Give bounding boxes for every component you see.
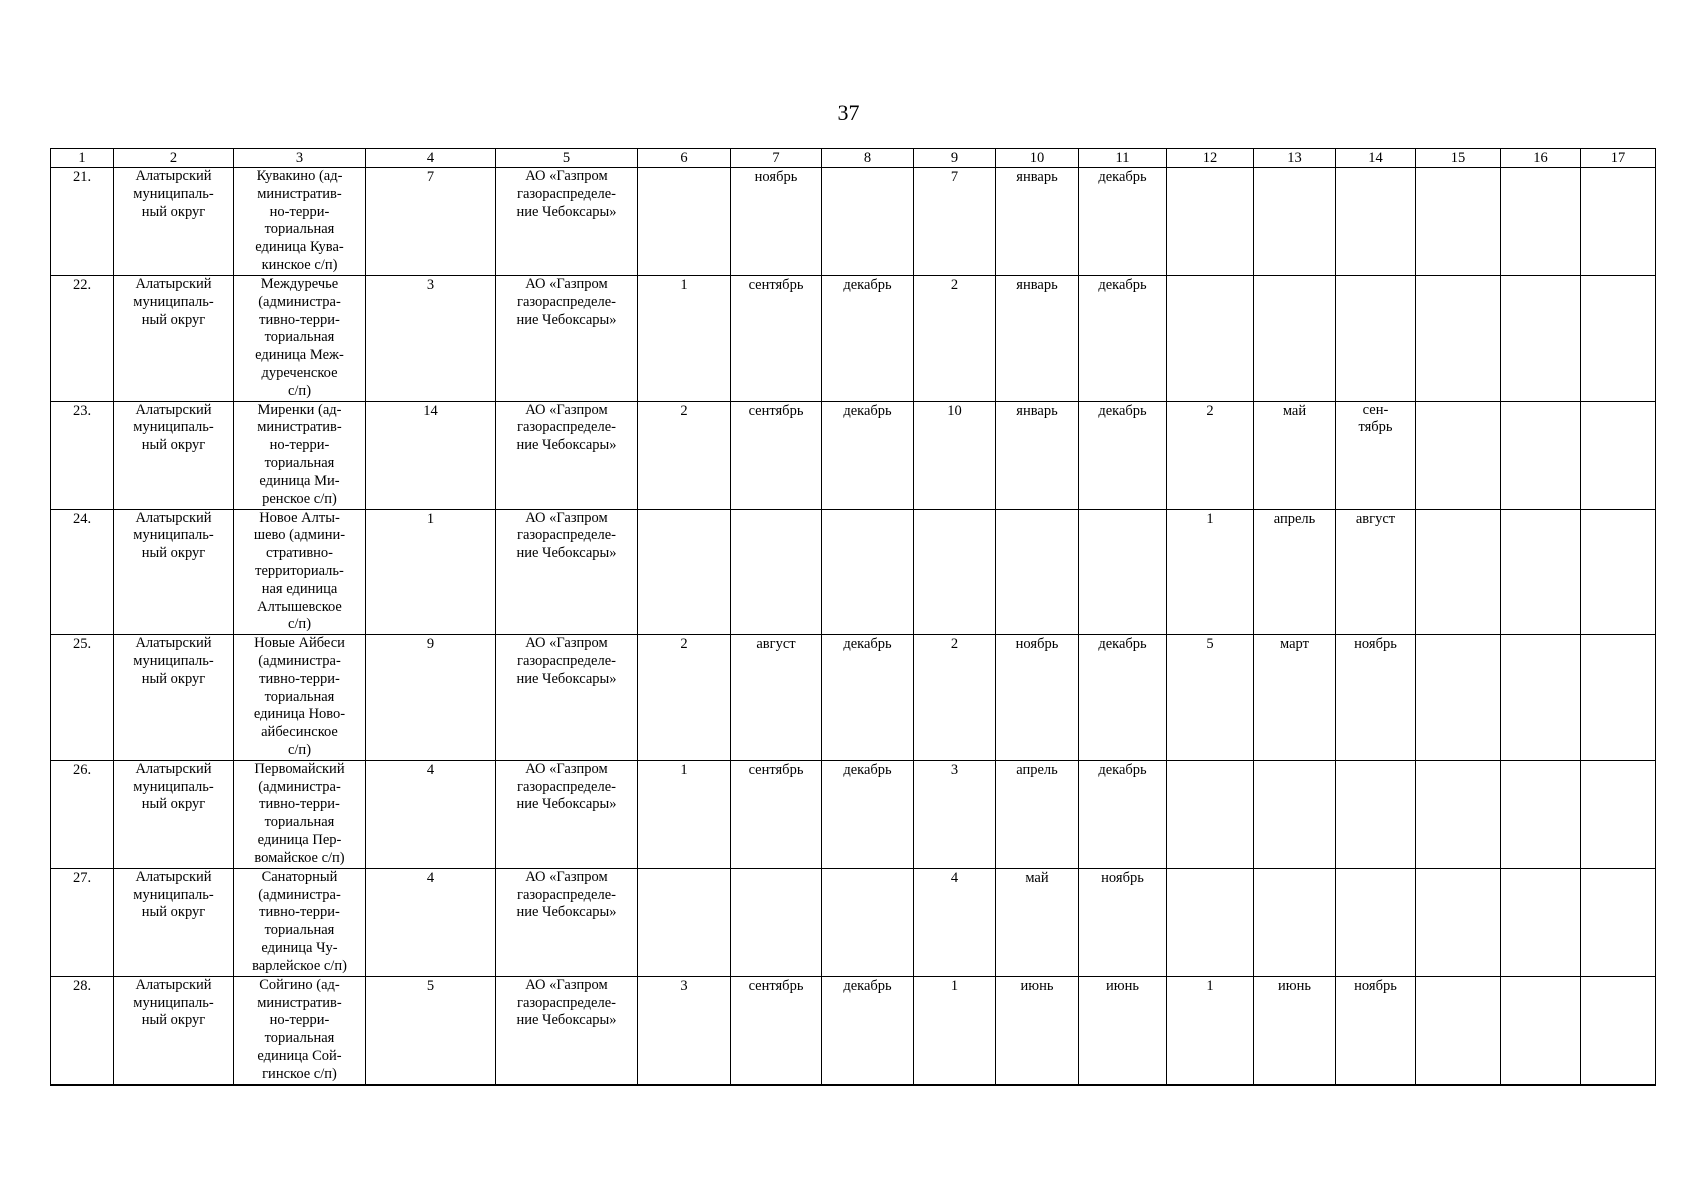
table-cell-col-1: 22. — [51, 276, 114, 402]
cell-line: ние Чебоксары» — [516, 904, 617, 921]
table-cell-col-5 — [496, 509, 638, 635]
cell-line: тивно-терри- — [259, 311, 340, 328]
table-cell-col-5 — [496, 168, 638, 276]
table-cell-col-12: 1 — [1167, 976, 1254, 1084]
column-header: 9 — [914, 149, 996, 168]
table-cell-col-10: ноябрь — [996, 635, 1079, 761]
table-cell-col-13 — [1254, 760, 1336, 868]
table-cell-col-8 — [822, 509, 914, 635]
table-cell-col-7: сентябрь — [731, 760, 822, 868]
cell-line: ный округ — [141, 1012, 206, 1029]
column-header: 13 — [1254, 149, 1336, 168]
table-cell-col-6 — [638, 168, 731, 276]
table-cell-col-4: 1 — [366, 509, 496, 635]
table-cell-col-11: декабрь — [1079, 276, 1167, 402]
cell-line: ный округ — [141, 203, 206, 220]
cell-line: (администра- — [258, 886, 341, 903]
table-body — [51, 168, 1656, 1085]
table-cell-col-2 — [114, 760, 234, 868]
column-header: 11 — [1079, 149, 1167, 168]
table-cell-col-17 — [1581, 509, 1656, 635]
table-cell-col-11: декабрь — [1079, 168, 1167, 276]
table-cell-col-9: 2 — [914, 635, 996, 761]
column-header: 12 — [1167, 149, 1254, 168]
table-cell-col-13 — [1254, 168, 1336, 276]
cell-line: ный округ — [141, 904, 206, 921]
table-cell-col-16 — [1501, 168, 1581, 276]
table-cell-col-17 — [1581, 168, 1656, 276]
table-cell-col-3 — [234, 401, 366, 509]
table-cell-col-12: 2 — [1167, 401, 1254, 509]
table-cell-col-1: 21. — [51, 168, 114, 276]
column-header: 15 — [1416, 149, 1501, 168]
table-cell-col-6: 1 — [638, 760, 731, 868]
cell-line: кинское с/п) — [261, 256, 338, 273]
cell-line: единица Меж- — [255, 347, 344, 364]
cell-line: Миренки (ад- — [257, 401, 342, 418]
cell-line: единица Ми- — [259, 472, 340, 489]
table-row — [51, 276, 1656, 402]
table-cell-col-3 — [234, 976, 366, 1084]
table-cell-col-16 — [1501, 976, 1581, 1084]
cell-line: дуреченское — [261, 364, 338, 381]
table-cell-col-14: ноябрь — [1336, 976, 1416, 1084]
table-cell-col-9: 1 — [914, 976, 996, 1084]
cell-line: муниципаль- — [133, 185, 214, 202]
column-header: 17 — [1581, 149, 1656, 168]
table-cell-col-11: декабрь — [1079, 635, 1167, 761]
table-cell-col-7: август — [731, 635, 822, 761]
table-cell-col-3 — [234, 276, 366, 402]
table-cell-col-7: сентябрь — [731, 276, 822, 402]
table-cell-col-1: 25. — [51, 635, 114, 761]
table-cell-col-8: декабрь — [822, 401, 914, 509]
table-cell-col-10: январь — [996, 168, 1079, 276]
cell-line: министратив- — [257, 419, 342, 436]
cell-line: ториальная — [264, 814, 335, 831]
table-cell-col-10: май — [996, 868, 1079, 976]
table-cell-col-11: декабрь — [1079, 760, 1167, 868]
table-cell-col-10: июнь — [996, 976, 1079, 1084]
cell-line: Санаторный — [261, 868, 338, 885]
cell-line: газораспределе- — [517, 886, 616, 903]
table-cell-col-14 — [1336, 401, 1416, 509]
table-row — [51, 868, 1656, 976]
table-cell-col-6: 1 — [638, 276, 731, 402]
table-cell-col-8: декабрь — [822, 976, 914, 1084]
cell-line: АО «Газпром — [525, 276, 608, 292]
table-cell-col-11: ноябрь — [1079, 868, 1167, 976]
table-cell-col-10: январь — [996, 401, 1079, 509]
cell-line: Междуречье — [260, 276, 339, 292]
cell-line: единица Сой- — [257, 1047, 342, 1064]
table-cell-col-12 — [1167, 276, 1254, 402]
cell-line: варлейское с/п) — [252, 957, 347, 974]
cell-line: Алтышевское — [257, 598, 342, 615]
cell-line: тивно-терри- — [259, 670, 340, 687]
table-cell-col-13: май — [1254, 401, 1336, 509]
table-cell-col-1: 24. — [51, 509, 114, 635]
table-cell-col-6: 3 — [638, 976, 731, 1084]
cell-line: АО «Газпром — [525, 168, 608, 184]
cell-line: ториальная — [264, 688, 335, 705]
cell-line: ный округ — [141, 437, 206, 454]
cell-line: ние Чебоксары» — [516, 1012, 617, 1029]
cell-line: ние Чебоксары» — [516, 437, 617, 454]
table-cell-col-16 — [1501, 868, 1581, 976]
table-cell-col-7: сентябрь — [731, 401, 822, 509]
table-cell-col-17 — [1581, 635, 1656, 761]
table-cell-col-3 — [234, 509, 366, 635]
table-cell-col-8: декабрь — [822, 760, 914, 868]
table-cell-col-16 — [1501, 760, 1581, 868]
table-cell-col-5 — [496, 868, 638, 976]
cell-line: муниципаль- — [133, 778, 214, 795]
cell-line: АО «Газпром — [525, 401, 608, 418]
table-cell-col-5 — [496, 760, 638, 868]
cell-line: газораспределе- — [517, 527, 616, 544]
cell-line: но-терри- — [269, 1012, 330, 1029]
table-cell-col-15 — [1416, 276, 1501, 402]
table-cell-col-17 — [1581, 276, 1656, 402]
cell-line: ный округ — [141, 545, 206, 562]
cell-line: муниципаль- — [133, 527, 214, 544]
table-cell-col-7: сентябрь — [731, 976, 822, 1084]
table-cell-col-15 — [1416, 635, 1501, 761]
table-cell-col-13 — [1254, 276, 1336, 402]
cell-line: муниципаль- — [133, 886, 214, 903]
cell-line: с/п) — [287, 741, 312, 758]
cell-line: ние Чебоксары» — [516, 203, 617, 220]
cell-line: тивно-терри- — [259, 796, 340, 813]
cell-line: единица Пер- — [257, 831, 342, 848]
cell-line: единица Кува- — [255, 239, 344, 256]
table-cell-col-2 — [114, 401, 234, 509]
cell-line: Алатырский — [135, 168, 212, 184]
table-cell-col-5 — [496, 401, 638, 509]
table-cell-col-8: декабрь — [822, 276, 914, 402]
table-cell-col-6: 2 — [638, 635, 731, 761]
table-cell-col-3 — [234, 760, 366, 868]
cell-line: территориаль- — [255, 562, 344, 579]
cell-line: (администра- — [258, 293, 341, 310]
table-cell-col-10 — [996, 509, 1079, 635]
cell-line: Новое Алты- — [259, 509, 340, 526]
cell-line: гинское с/п) — [262, 1065, 337, 1082]
table-cell-col-15 — [1416, 976, 1501, 1084]
table-cell-col-4: 5 — [366, 976, 496, 1084]
table-cell-col-5 — [496, 635, 638, 761]
column-header: 7 — [731, 149, 822, 168]
column-header: 3 — [234, 149, 366, 168]
cell-line: газораспределе- — [517, 185, 616, 202]
table-cell-col-11 — [1079, 509, 1167, 635]
table-cell-col-15 — [1416, 168, 1501, 276]
table-cell-col-12 — [1167, 168, 1254, 276]
column-header: 2 — [114, 149, 234, 168]
cell-line: Алатырский — [135, 276, 212, 292]
table-cell-col-13: март — [1254, 635, 1336, 761]
cell-line: ториальная — [264, 221, 335, 238]
table-cell-col-17 — [1581, 868, 1656, 976]
table-cell-col-14: август — [1336, 509, 1416, 635]
table-cell-col-2 — [114, 276, 234, 402]
cell-line: Кувакино (ад- — [256, 168, 343, 184]
table-cell-col-15 — [1416, 401, 1501, 509]
table-cell-col-13: июнь — [1254, 976, 1336, 1084]
cell-line: стративно- — [265, 545, 334, 562]
cell-line: сен- — [1362, 401, 1389, 418]
table-cell-col-15 — [1416, 760, 1501, 868]
column-header: 4 — [366, 149, 496, 168]
table-cell-col-2 — [114, 635, 234, 761]
cell-line: ториальная — [264, 454, 335, 471]
cell-line: ние Чебоксары» — [516, 670, 617, 687]
cell-line: газораспределе- — [517, 778, 616, 795]
table-cell-col-14: ноябрь — [1336, 635, 1416, 761]
table-cell-col-9: 3 — [914, 760, 996, 868]
cell-line: муниципаль- — [133, 293, 214, 310]
table-cell-col-8 — [822, 168, 914, 276]
table-cell-col-12: 5 — [1167, 635, 1254, 761]
column-header: 16 — [1501, 149, 1581, 168]
cell-line: муниципаль- — [133, 994, 214, 1011]
cell-line: но-терри- — [269, 203, 330, 220]
cell-line: ториальная — [264, 1030, 335, 1047]
cell-line: газораспределе- — [517, 293, 616, 310]
column-header: 6 — [638, 149, 731, 168]
table-row — [51, 509, 1656, 635]
cell-line: ный округ — [141, 311, 206, 328]
page-number: 37 — [837, 100, 860, 125]
table-cell-col-17 — [1581, 976, 1656, 1084]
table-cell-col-9: 2 — [914, 276, 996, 402]
cell-line: Алатырский — [135, 868, 212, 885]
cell-line: единица Ново- — [253, 706, 346, 723]
column-header: 1 — [51, 149, 114, 168]
cell-line: тябрь — [1358, 419, 1393, 436]
table-cell-col-9 — [914, 509, 996, 635]
cell-line: Алатырский — [135, 509, 212, 526]
table-cell-col-16 — [1501, 509, 1581, 635]
table-row — [51, 635, 1656, 761]
cell-line: единица Чу- — [261, 939, 338, 956]
table-cell-col-17 — [1581, 401, 1656, 509]
table-cell-col-4: 3 — [366, 276, 496, 402]
table-cell-col-6 — [638, 509, 731, 635]
cell-line: Алатырский — [135, 401, 212, 418]
table-row — [51, 401, 1656, 509]
table-cell-col-16 — [1501, 635, 1581, 761]
cell-line: ный округ — [141, 796, 206, 813]
cell-line: ренское с/п) — [262, 490, 337, 507]
table-cell-col-10: январь — [996, 276, 1079, 402]
table-cell-col-2 — [114, 868, 234, 976]
table-cell-col-9: 7 — [914, 168, 996, 276]
cell-line: муниципаль- — [133, 652, 214, 669]
table-cell-col-2 — [114, 509, 234, 635]
cell-line: газораспределе- — [517, 652, 616, 669]
cell-line: (администра- — [258, 652, 341, 669]
table-cell-col-12 — [1167, 868, 1254, 976]
table-cell-col-16 — [1501, 401, 1581, 509]
cell-line: АО «Газпром — [525, 509, 608, 526]
table-cell-col-15 — [1416, 509, 1501, 635]
table-cell-col-6 — [638, 868, 731, 976]
table-cell-col-11: декабрь — [1079, 401, 1167, 509]
cell-line: Алатырский — [135, 976, 212, 993]
cell-line: министратив- — [257, 994, 342, 1011]
table-cell-col-5 — [496, 976, 638, 1084]
table-cell-col-10: апрель — [996, 760, 1079, 868]
cell-line: ная единица — [261, 580, 338, 597]
table-cell-col-13 — [1254, 868, 1336, 976]
table-cell-col-13: апрель — [1254, 509, 1336, 635]
cell-line: ториальная — [264, 922, 335, 939]
header-row — [51, 149, 1656, 168]
cell-line: газораспределе- — [517, 994, 616, 1011]
column-header: 5 — [496, 149, 638, 168]
cell-line: с/п) — [287, 382, 312, 399]
table-cell-col-4: 14 — [366, 401, 496, 509]
table-cell-col-3 — [234, 868, 366, 976]
cell-line: ториальная — [264, 329, 335, 346]
cell-line: АО «Газпром — [525, 760, 608, 777]
table-cell-col-6: 2 — [638, 401, 731, 509]
table-cell-col-1: 23. — [51, 401, 114, 509]
cell-line: тивно-терри- — [259, 904, 340, 921]
cell-line: АО «Газпром — [525, 635, 608, 652]
table-cell-col-7 — [731, 868, 822, 976]
cell-line: Сойгино (ад- — [259, 976, 340, 993]
table-cell-col-12: 1 — [1167, 509, 1254, 635]
table-cell-col-2 — [114, 976, 234, 1084]
data-table — [50, 148, 1656, 1086]
cell-line: ние Чебоксары» — [516, 796, 617, 813]
cell-line: вомайское с/п) — [254, 849, 345, 866]
table-cell-col-14 — [1336, 760, 1416, 868]
cell-line: Алатырский — [135, 760, 212, 777]
cell-line: ние Чебоксары» — [516, 311, 617, 328]
cell-line: Первомайский — [254, 760, 345, 777]
table-cell-col-1: 26. — [51, 760, 114, 868]
column-header: 10 — [996, 149, 1079, 168]
cell-line: АО «Газпром — [525, 976, 608, 993]
table-cell-col-8: декабрь — [822, 635, 914, 761]
table-cell-col-7 — [731, 509, 822, 635]
table-cell-col-16 — [1501, 276, 1581, 402]
table-cell-col-9: 10 — [914, 401, 996, 509]
cell-line: Новые Айбеси — [254, 635, 345, 652]
cell-line: с/п) — [287, 616, 312, 633]
table-cell-col-15 — [1416, 868, 1501, 976]
table-cell-col-7: ноябрь — [731, 168, 822, 276]
cell-line: Алатырский — [135, 635, 212, 652]
cell-line: (администра- — [258, 778, 341, 795]
table-cell-col-14 — [1336, 868, 1416, 976]
table-cell-col-4: 4 — [366, 760, 496, 868]
cell-line: но-терри- — [269, 437, 330, 454]
table-cell-col-14 — [1336, 168, 1416, 276]
cell-line: муниципаль- — [133, 419, 214, 436]
table-row — [51, 976, 1656, 1084]
cell-line: министратив- — [257, 185, 342, 202]
table-cell-col-17 — [1581, 760, 1656, 868]
cell-line: шево (админи- — [253, 527, 346, 544]
table-cell-col-11: июнь — [1079, 976, 1167, 1084]
table-cell-col-4: 9 — [366, 635, 496, 761]
table-cell-col-3 — [234, 168, 366, 276]
table-cell-col-2 — [114, 168, 234, 276]
table-row — [51, 168, 1656, 276]
cell-line: ние Чебоксары» — [516, 545, 617, 562]
cell-line: АО «Газпром — [525, 868, 608, 885]
cell-line: газораспределе- — [517, 419, 616, 436]
table-cell-col-1: 28. — [51, 976, 114, 1084]
cell-line: айбесинское — [261, 724, 338, 741]
column-header: 8 — [822, 149, 914, 168]
table-cell-col-12 — [1167, 760, 1254, 868]
table-cell-col-14 — [1336, 276, 1416, 402]
table-cell-col-4: 4 — [366, 868, 496, 976]
table-row — [51, 760, 1656, 868]
table-cell-col-4: 7 — [366, 168, 496, 276]
table-cell-col-9: 4 — [914, 868, 996, 976]
table-cell-col-3 — [234, 635, 366, 761]
table-cell-col-8 — [822, 868, 914, 976]
cell-line: ный округ — [141, 670, 206, 687]
table-cell-col-5 — [496, 276, 638, 402]
table-cell-col-1: 27. — [51, 868, 114, 976]
column-header: 14 — [1336, 149, 1416, 168]
